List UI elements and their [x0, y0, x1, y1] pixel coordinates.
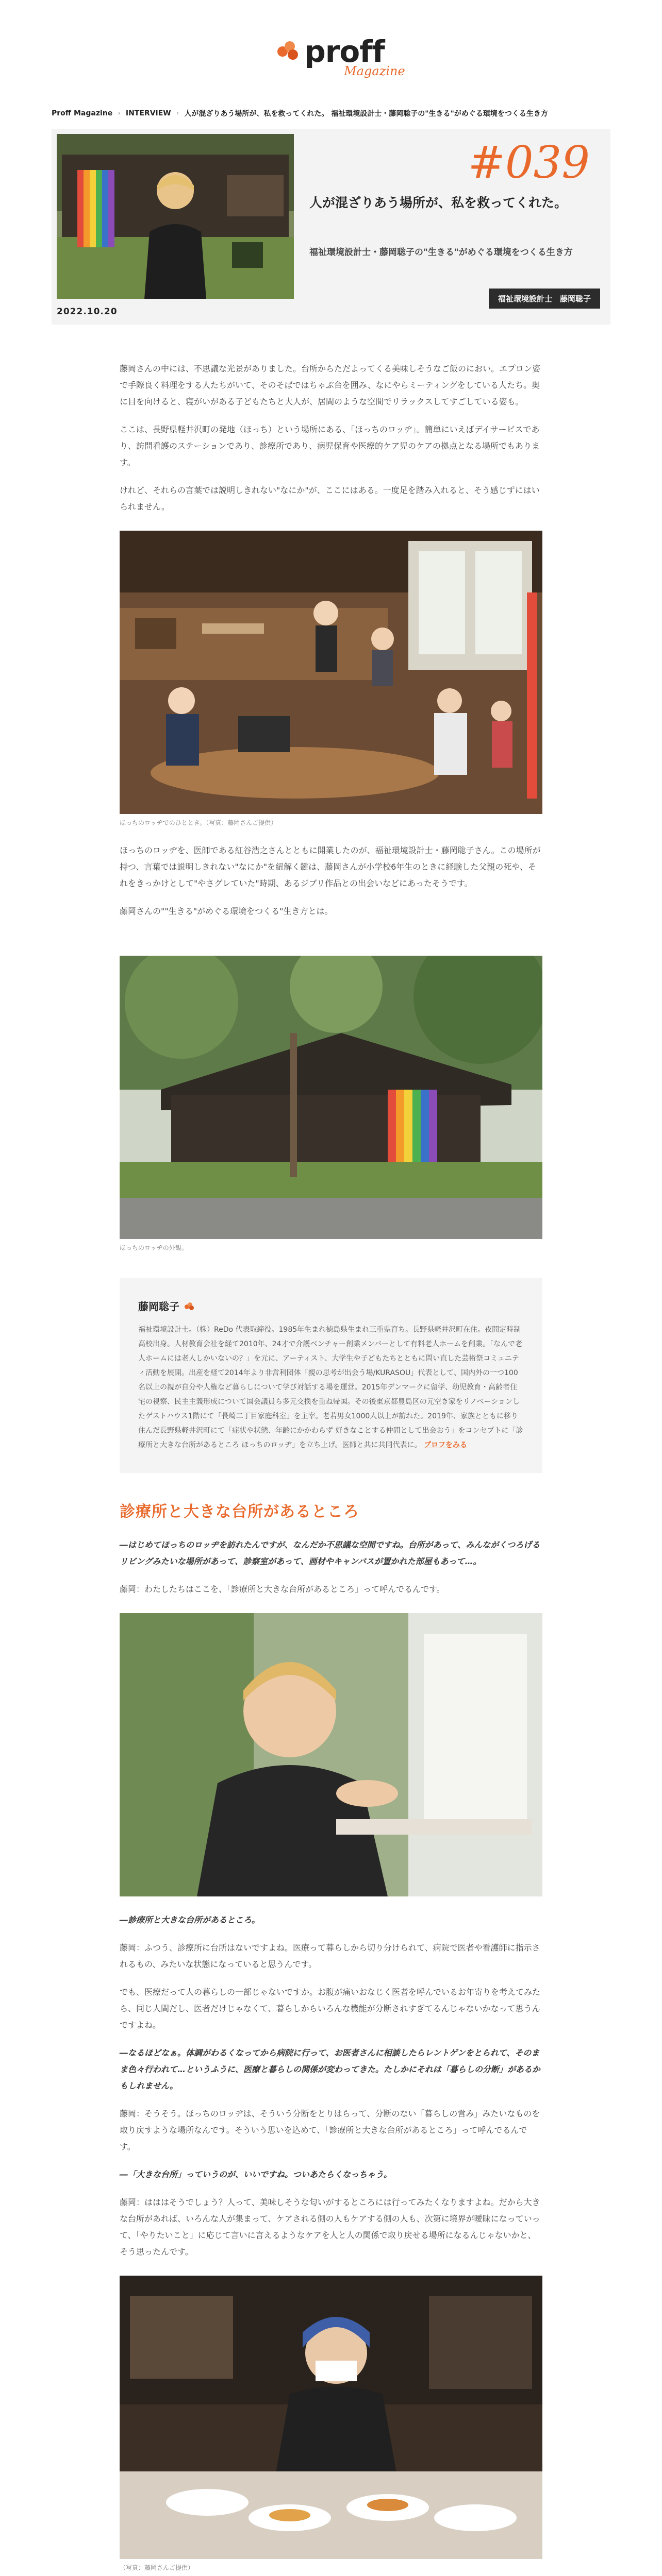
paragraph: 藤岡：そうそう。ほっちのロッヂは、そういう分断をとりはらって、分断のない「暮らしの営み」みたいなものを取り戻すような場所なんです。そういう思いを込めて、「診療所と大きな台所があるところ」って呼んでるんです。 — [120, 2109, 540, 2151]
interviewer-question: ―なるほどなぁ。体調がわるくなってから病院に行って、お医者さんに相談したらレントゲンをとられて、そのまま色々行われて…というふうに、医療と暮らしの関係が変わってきた。たしかにそれは「暮らしの分断」があるかもしれません。 — [120, 2048, 540, 2091]
logo-text: proff — [304, 34, 385, 69]
profile-name — [138, 1298, 524, 1313]
photo-kitchen — [120, 2276, 542, 2559]
paragraph: ほっちのロッヂを、医師である紅谷浩之さんとともに開業したのが、福祉環境設計士・藤岡聡子さん。この場所が持つ、言葉では説明しきれない"なにか"を紐解く鍵は、藤岡さんが小学校6年生のときに経験した父親の死や、それをきっかけとして"やさグレていた"時期、あるジブリ作品との出会いなどにあったそうです。 — [120, 845, 541, 888]
paragraph: 藤岡：はははそうでしょう？人って、美味しそうな匂いがするところには行ってみたくなりますよね。だから大きな台所があれば、いろんな人が集まって、ケアされる側の人もケアする側の人も、次第に境界が曖昧になっていって、「やりたいこと」に応じて言いに言えるようなケアを人と人の関係で取り戻せる場所になるんじゃないかと、そう思ったんです。 — [120, 2197, 540, 2257]
figure-kitchen — [120, 2276, 542, 2572]
section-heading: 診療所と大きな台所があるところ — [120, 1503, 359, 1521]
paragraph: 藤岡：わたしたちはここを、「診療所と大きな台所があるところ」って呼んでるんです。 — [120, 1584, 445, 1594]
figure-caption: ほっちのロッヂでのひととき。（写真：藤岡さんご提供） — [120, 819, 277, 826]
figure-caption: ほっちのロッヂの外観。 — [120, 1244, 188, 1251]
interviewer-question: ―診療所と大きな台所があるところ。 — [120, 1915, 260, 1925]
breadcrumb-current: 人が混ざりあう場所が、私を救ってくれた。 福祉環境設計士・藤岡聡子の"生きる"がめぐる環境をつくる生き方 — [184, 110, 548, 118]
profile-name-text: 藤岡聡子 — [138, 1300, 179, 1313]
issue-number: #039 — [468, 137, 590, 189]
site-header — [0, 0, 662, 103]
paragraph: けれど、それらの言葉では説明しきれない"なにか"が、ここにはある。一度足を踏み入れると、そう感じずにはいられません。 — [120, 485, 540, 512]
breadcrumb-home[interactable]: Proff Magazine — [52, 109, 113, 117]
figure-portrait — [120, 1613, 542, 1896]
paragraph: 藤岡さんの""生きる"がめぐる環境をつくる"生き方とは。 — [120, 906, 333, 916]
article-subtitle: 福祉環境設計士・藤岡聡子の"生きる"がめぐる環境をつくる生き方 — [309, 247, 573, 258]
photo-portrait — [120, 1613, 542, 1896]
breadcrumb-category[interactable]: INTERVIEW — [125, 109, 171, 117]
paragraph: でも、医療だって人の暮らしの一部じゃないですか。お腹が痛いおなじく医者を呼んでいるお年寄りを考えてみたら、同じ人間だし、医者だけじゃなくて、暮らしからいろんな機能が分断されすぎてるんじゃないかなって思うんですよね。 — [120, 1987, 541, 2030]
photo-lodge-interior — [120, 531, 542, 814]
profile-card — [120, 1278, 542, 1473]
paragraph: 藤岡さんの中には、不思議な光景がありました。台所からただよってくる美味しそうなご飯のにおい。エプロン姿で手際良く料理をする人たちがいて、そのそばではちゃぶ台を囲み、なにやらミーティングをしている人たち。奥に目を向けると、寝がいがある子どもたちと大人が、居間のような空間でリラックスしてすごしている姿も。 — [120, 364, 541, 406]
paragraph: 藤岡：ふつう、診療所に台所はないですよね。医療って暮らしから切り分けられて、病院で医者や看護師に指示されるもの、みたいな状態になっていると思うんです。 — [120, 1943, 540, 1969]
interviewer-question: ―はじめてほっちのロッヂを訪れたんですが、なんだか不思議な空間ですね。台所があって、みんながくつろげるリビングみたいな場所があって、診察室があって、画材やキャンバスが置かれた部屋もあって…。 — [120, 1540, 540, 1566]
article-hero — [52, 129, 610, 325]
article-title: 人が混ざりあう場所が、私を救ってくれた。 — [309, 195, 568, 210]
chevron-right-icon: › — [118, 109, 121, 117]
publish-date: 2022.10.20 — [57, 307, 118, 317]
photo-lodge-exterior — [120, 956, 542, 1239]
interviewee-tag[interactable]: 福祉環境設計士 藤岡聡子 — [489, 289, 600, 309]
view-profile-link[interactable]: プロフをみる — [424, 1441, 468, 1449]
chevron-right-icon: › — [176, 109, 179, 117]
figure-exterior — [120, 956, 542, 1252]
article-body — [120, 361, 542, 2576]
proff-magazine-logo[interactable] — [277, 34, 405, 78]
logo-subtext: Magazine — [344, 64, 405, 78]
figure-caption: （写真：藤岡さんご提供） — [120, 2564, 194, 2571]
logo-mark-icon — [185, 1302, 194, 1310]
figure-interior — [120, 531, 542, 827]
profile-text: 福祉環境設計士。（株）ReDo 代表取締役。1985年生まれ徳島県生まれ三重県育ち。長野県軽井沢町在住。夜間定時制高校出身。人材教育会社を経て2010年、24才で介護ベンチャー創業メンバーとして有料老人ホームを創業。「なんで老人ホームには老人しかいないの？」を元に、アーティスト、大学生や子どもたちとともに問い直した芸術祭コミュニティ活動を展開。出産を経て2014年より非営利団体「親の思考が出会う場/KURASOU」代表として、国内外の一つ100名以上の親が自分や人権など暮らしについて学び対話する場を運営。2015年デンマークに留学、幼児教育・高齢者住宅の視察、民主主義形成について国会議員ら多元交換を重ね帰国。その後東京都豊島区の元空き家をリノベーションしたゲストハウス1階にて「長崎二丁目家庭科室」を主宰。老若男女1000人以上が訪れた。2019年、家族とともに移り住んだ長野県軽井沢町にて「症状や状態、年齢にかかわらず 好きなことする仲間として出会おう」をコンセプトに「診療所と大きな台所があるところ ほっちのロッヂ」を立ち上げ。医師と共に共同代表に。 — [138, 1326, 523, 1449]
hero-photo — [57, 134, 294, 299]
paragraph: ここは、長野県軽井沢町の発地（ほっち）という場所にある、「ほっちのロッヂ」。簡単にいえばデイサービスであり、訪問看護のステーションであり、診療所であり、病児保育や医療的ケア児のケアの拠点となる場所でもあります。 — [120, 425, 540, 467]
profile-description — [138, 1323, 524, 1452]
interviewer-question: ―「大きな台所」っていうのが、いいですね。ついあたらくなっちゃう。 — [120, 2170, 392, 2179]
breadcrumb — [52, 103, 662, 124]
logo-mark-icon — [277, 41, 298, 62]
